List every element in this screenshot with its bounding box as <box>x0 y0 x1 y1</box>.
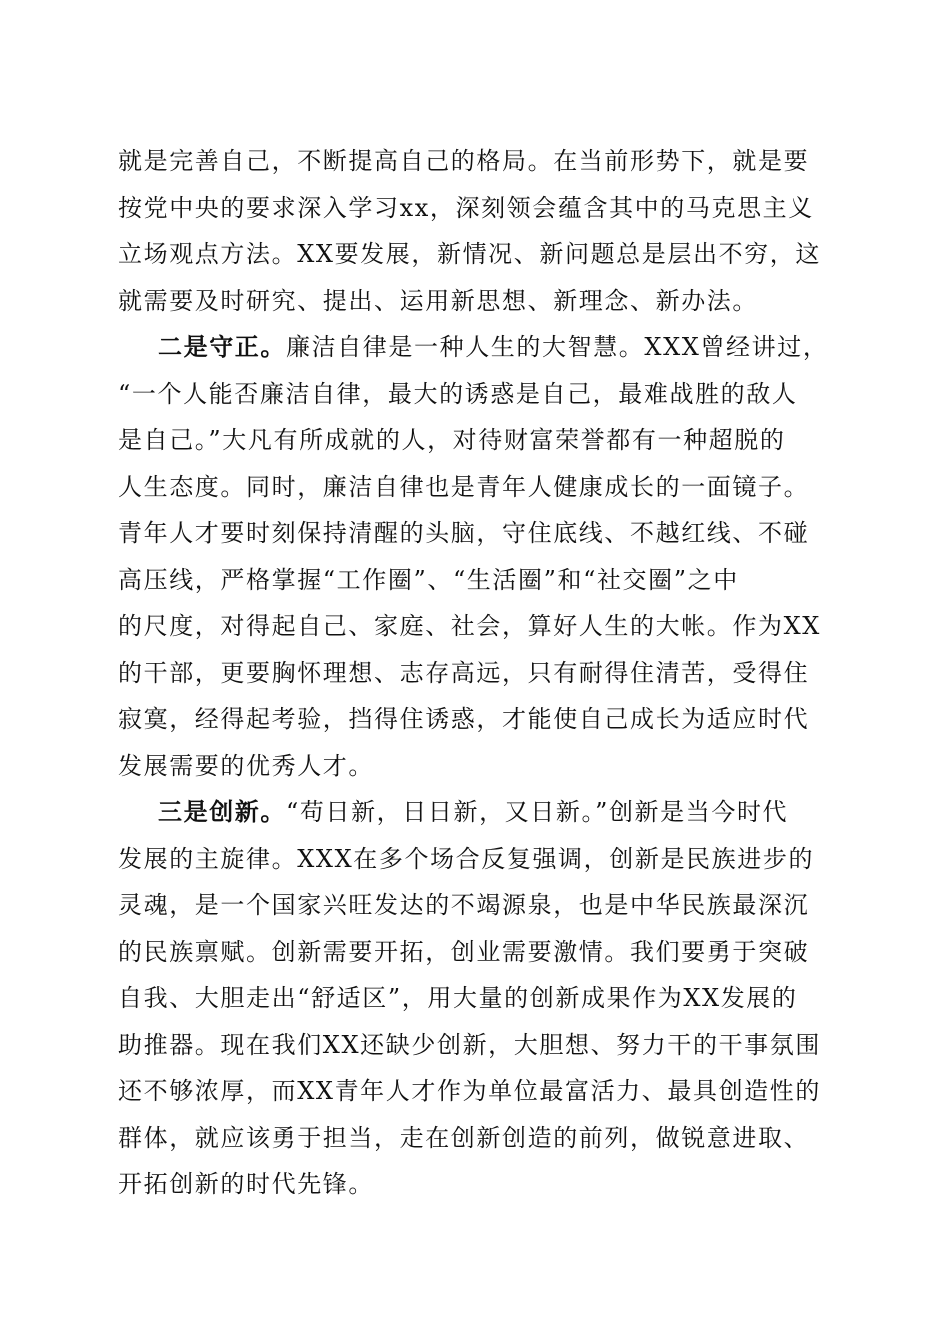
text-line: 灵魂，是一个国家兴旺发达的不竭源泉，也是中华民族最深沉 <box>118 891 810 919</box>
paragraph-first-line <box>118 789 830 836</box>
paragraph-first-line-text: “苟日新，日日新，又日新。”创新是当今时代 <box>286 798 789 826</box>
text-line: 发展需要的优秀人才。 <box>118 751 374 780</box>
paragraph-first-line <box>118 324 830 371</box>
text-line: 就需要及时研究、提出、运用新思想、新理念、新办法。 <box>118 286 758 315</box>
paragraph-3 <box>118 789 830 1208</box>
paragraph-first-line-text: 廉洁自律是一种人生的大智慧。XXX曾经讲过， <box>286 333 829 361</box>
document-body <box>118 138 830 1208</box>
text-line: 开拓创新的时代先锋。 <box>118 1170 374 1198</box>
text-line: 按党中央的要求深入学习xx，深刻领会蕴含其中的马克思主义 <box>118 193 814 222</box>
text-line: 的干部，更要胸怀理想、志存高远，只有耐得住清苦，受得住 <box>118 658 810 687</box>
text-line: 的尺度，对得起自己、家庭、社会，算好人生的大帐。作为XX <box>118 612 821 640</box>
text-line: 助推器。现在我们XX还缺少创新，大胆想、努力干的干事氛围 <box>118 1030 821 1059</box>
text-line: 自我、大胆走出“舒适区”，用大量的创新成果作为XX发展的 <box>118 984 798 1012</box>
text-line: 立场观点方法。XX要发展，新情况、新问题总是层出不穷，这 <box>118 240 821 268</box>
text-line: 还不够浓厚，而XX青年人才作为单位最富活力、最具创造性的 <box>118 1077 821 1105</box>
paragraph-2 <box>118 324 830 789</box>
text-line: 人生态度。同时，廉洁自律也是青年人健康成长的一面镜子。 <box>118 472 810 501</box>
text-line: 的民族禀赋。创新需要开拓，创业需要激情。我们要勇于突破 <box>118 937 810 966</box>
paragraph-1 <box>118 138 830 324</box>
text-line: 高压线，严格掌握“工作圈”、“生活圈”和“社交圈”之中 <box>118 565 739 594</box>
text-line: 发展的主旋律。XXX在多个场合反复强调，创新是民族进步的 <box>118 844 815 873</box>
text-line: “一个人能否廉洁自律，最大的诱惑是自己，最难战胜的敌人 <box>118 379 798 408</box>
paragraph-lead-heading: 二是守正。 <box>158 332 286 361</box>
text-line: 寂寞，经得起考验，挡得住诱惑，才能使自己成长为适应时代 <box>118 705 810 733</box>
text-line: 青年人才要时刻保持清醒的头脑，守住底线、不越红线、不碰 <box>118 519 810 547</box>
text-line: 群体，就应该勇于担当，走在创新创造的前列，做锐意进取、 <box>118 1123 810 1152</box>
paragraph-lead-heading: 三是创新。 <box>158 797 286 826</box>
text-line: 就是完善自己，不断提高自己的格局。在当前形势下，就是要 <box>118 147 810 175</box>
text-line: 是自己。”大凡有所成就的人，对待财富荣誉都有一种超脱的 <box>118 426 786 454</box>
